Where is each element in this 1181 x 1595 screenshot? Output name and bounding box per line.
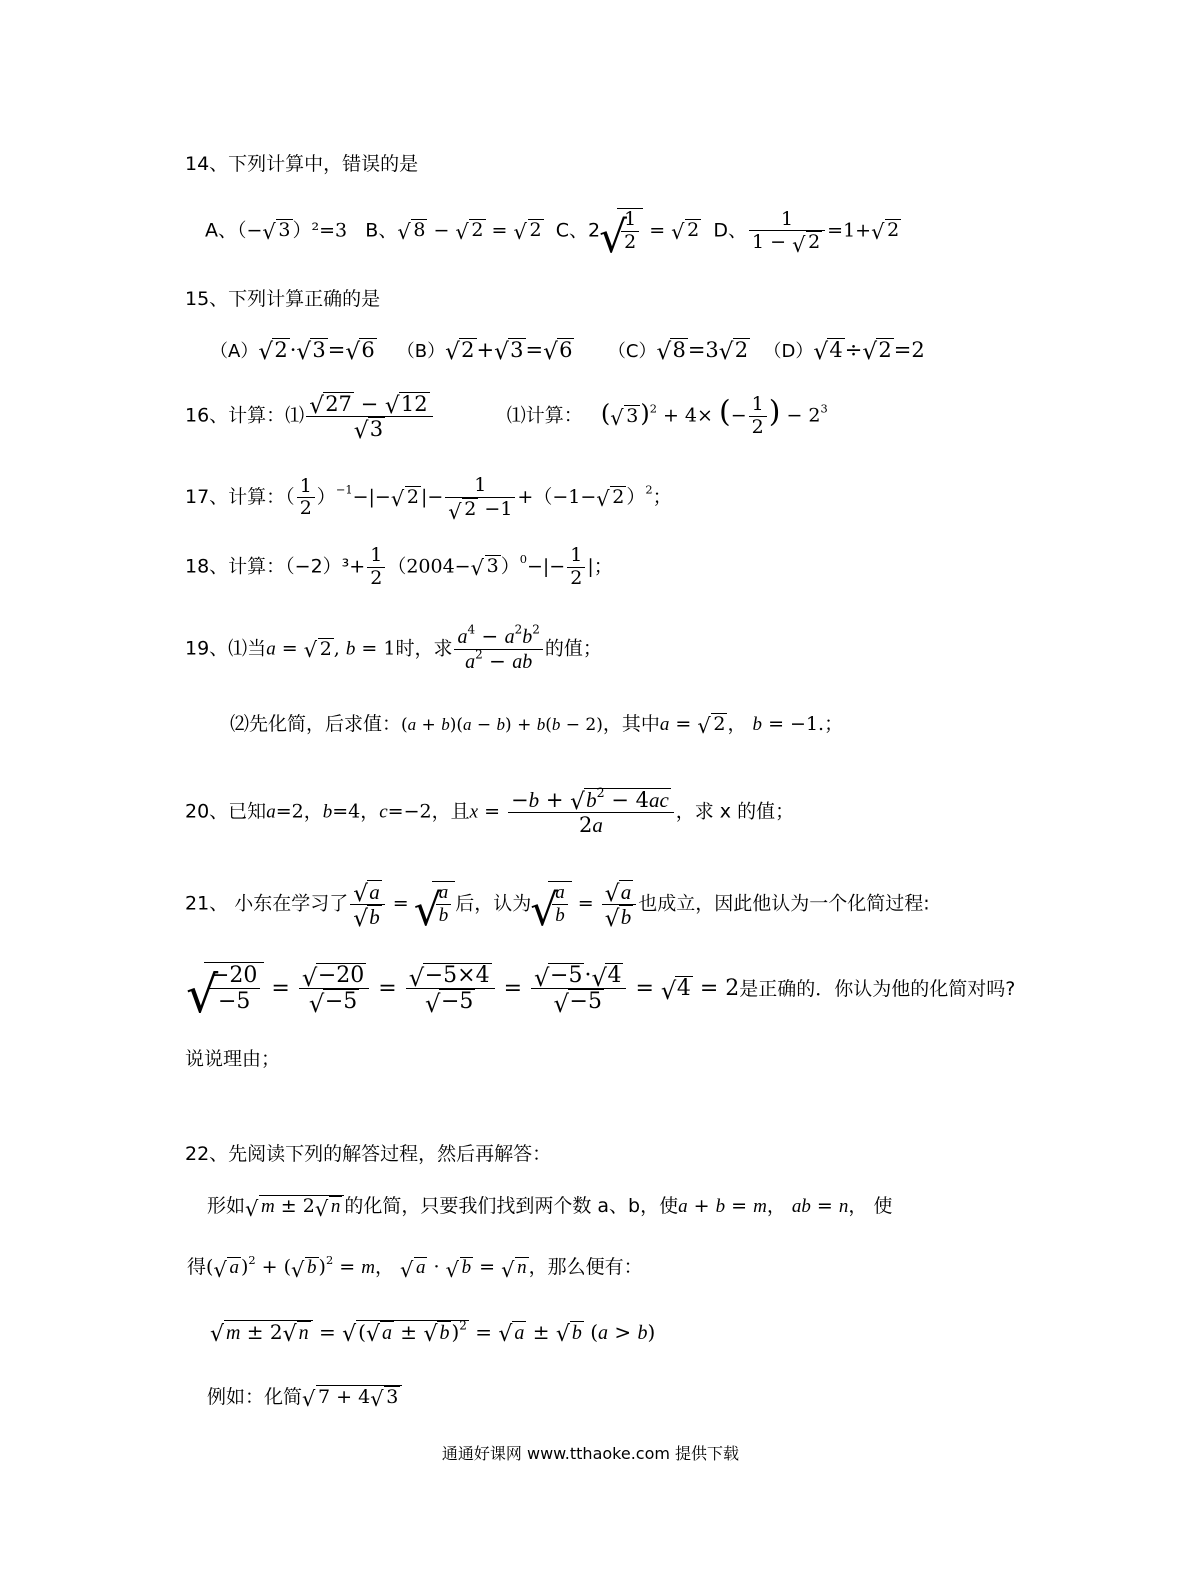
- q14-opt-b-label: B、: [365, 219, 398, 242]
- q18-stem: 18、计算：（−2）³+: [185, 555, 366, 578]
- q19-part2: ⑵先化简，后求值：(a + b)(a − b) + b(b − 2)，其中a = √ 2 ， b = −1.；: [230, 713, 843, 735]
- q15-opt-a-label: （A）: [210, 341, 259, 362]
- q20-tail: ，求 x 的值；: [675, 800, 795, 823]
- q22-line2-a: 得: [187, 1256, 207, 1278]
- q21-judge: 是正确的．你认为他的化简对吗?: [739, 977, 1016, 1000]
- q17-stem: 17、计算：（: [185, 485, 295, 508]
- q22-line2: 得(√ a )$^2$ + (√ b )$^2$ = m， √ a · √ b = √ n ，那么便有：: [187, 1257, 643, 1279]
- q14-stem: 14、下列计算中，错误的是: [185, 153, 419, 175]
- q19-part2-stem: ⑵先化简，后求值：: [230, 713, 402, 735]
- q15-opt-d-label: （D）: [763, 341, 814, 362]
- q21-after2: 也成立，因此他认为一个化简过程:: [638, 892, 930, 915]
- q19-part1-when: 时，求: [395, 637, 453, 660]
- q19-part1-stem: 19、⑴当: [185, 637, 267, 660]
- q21-stem: 21、 小东在学习了: [185, 892, 349, 915]
- q16-stem: 16、计算：⑴: [185, 404, 305, 427]
- q14-opt-d-rhs: =1+: [827, 219, 872, 242]
- q14-opt-d-label: D、: [713, 219, 747, 242]
- q19-part1: 19、⑴当a = √ 2 , b = 1时，求 $\frac{a^4 - a^2b^2}{a^2 - ab}$ 的值；: [185, 625, 602, 674]
- q17-line: 17、计算：（ $\frac{1}{2}$ ）$^{-1}$−|−√ 2 |− 1 √ 2 −1 +（−1−√ 2 ）$^2$；: [185, 475, 672, 521]
- q21-after: 后，认为: [455, 892, 532, 915]
- q21-line1: 21、 小东在学习了 √ a √ b = √ $\frac{a}{b}$ 后，认为 √ $\frac{a}{b}$ = √ a √ b 也成立，因此他认为一个化简过程:: [185, 880, 930, 929]
- q22-line1-a: 形如: [207, 1195, 246, 1217]
- q17-tail: ；: [652, 485, 672, 508]
- q18-line: 18、计算：（−2）³+ $\frac{1}{2}$ （2004−√ 3 ）$^0$−|− $\frac{1}{2}$ |；: [185, 545, 613, 590]
- q16-line: 16、计算：⑴ √ 27 − √ 12 √ 3 ⑴计算： (√ 3)$^2$ + 4× (− $\frac{1}{2}$ ) − $2^3$: [185, 392, 828, 441]
- q19-part1-tail: 的值；: [544, 637, 602, 660]
- q21-reason: 说说理由；: [185, 1048, 281, 1070]
- q15-options: （A）√ 2·√ 3=√ 6 （B）√ 2+√ 3=√ 6 （C）√ 8=3√ 2 （D）√ 4÷√ 2=2: [210, 338, 925, 362]
- q14-opt-a-exp: ）²=3: [292, 219, 348, 242]
- q15-stem: 15、下列计算正确的是: [185, 288, 381, 310]
- q20-line: 20、已知a=2，b=4，c=−2，且x = $\frac{-b + √ b^2 - 4ac}{2a}$ ，求 x 的值；: [185, 788, 794, 837]
- q22-stem: 22、先阅读下列的解答过程，然后再解答：: [185, 1143, 552, 1165]
- q14-opt-c-label: C、2: [555, 219, 601, 242]
- footer-text: 通通好课网 www.tthaoke.com 提供下载: [441, 1444, 740, 1463]
- q15-opt-b-label: （B）: [396, 341, 446, 362]
- q22-example: 例如：化简√ 7 + 4√ 3: [207, 1385, 402, 1408]
- q20-stem: 20、已知: [185, 800, 267, 823]
- q21-line2: √ $\frac{-20}{-5}$ = √ −20 √ −5 = √ −5×4 √ −5 = √ −5·√ 4 √ −5 = √ 4 = 2是正确的．你认为他的化简对吗?: [187, 962, 1015, 1015]
- q22-line1: 形如√ m ± 2√ n 的化简，只要我们找到两个数 a、b，使a + b = m， ab = n， 使: [207, 1195, 892, 1218]
- q19-part2-where: ，其中: [602, 713, 660, 735]
- q22-example-label: 例如：化简: [207, 1386, 303, 1408]
- q22-formula: √ m ± 2√ n = √ (√ a ± √ b )$^2$ = √ a ± √ b (a > b): [210, 1320, 655, 1344]
- q18-tail: |；: [587, 555, 613, 578]
- q15-opt-c-label: （C）: [607, 341, 657, 362]
- q14-options: A、（−√ 3 ）²=3 B、√ 8 − √ 2 = √ 2 C、2 √ $\frac{1}{2}$ = √ 2 D、 $\frac{1}{1 - √ 2}$ =1+√ 2: [205, 208, 901, 254]
- q20-and: ，且: [431, 800, 470, 823]
- q22-line1-b: 的化简，只要我们找到两个数 a、b，使: [344, 1195, 679, 1217]
- q14-opt-a-label: A、（: [205, 219, 247, 242]
- q22-line2-b: ，那么便有：: [528, 1256, 643, 1278]
- q16-second-label: ⑴计算：: [506, 404, 583, 427]
